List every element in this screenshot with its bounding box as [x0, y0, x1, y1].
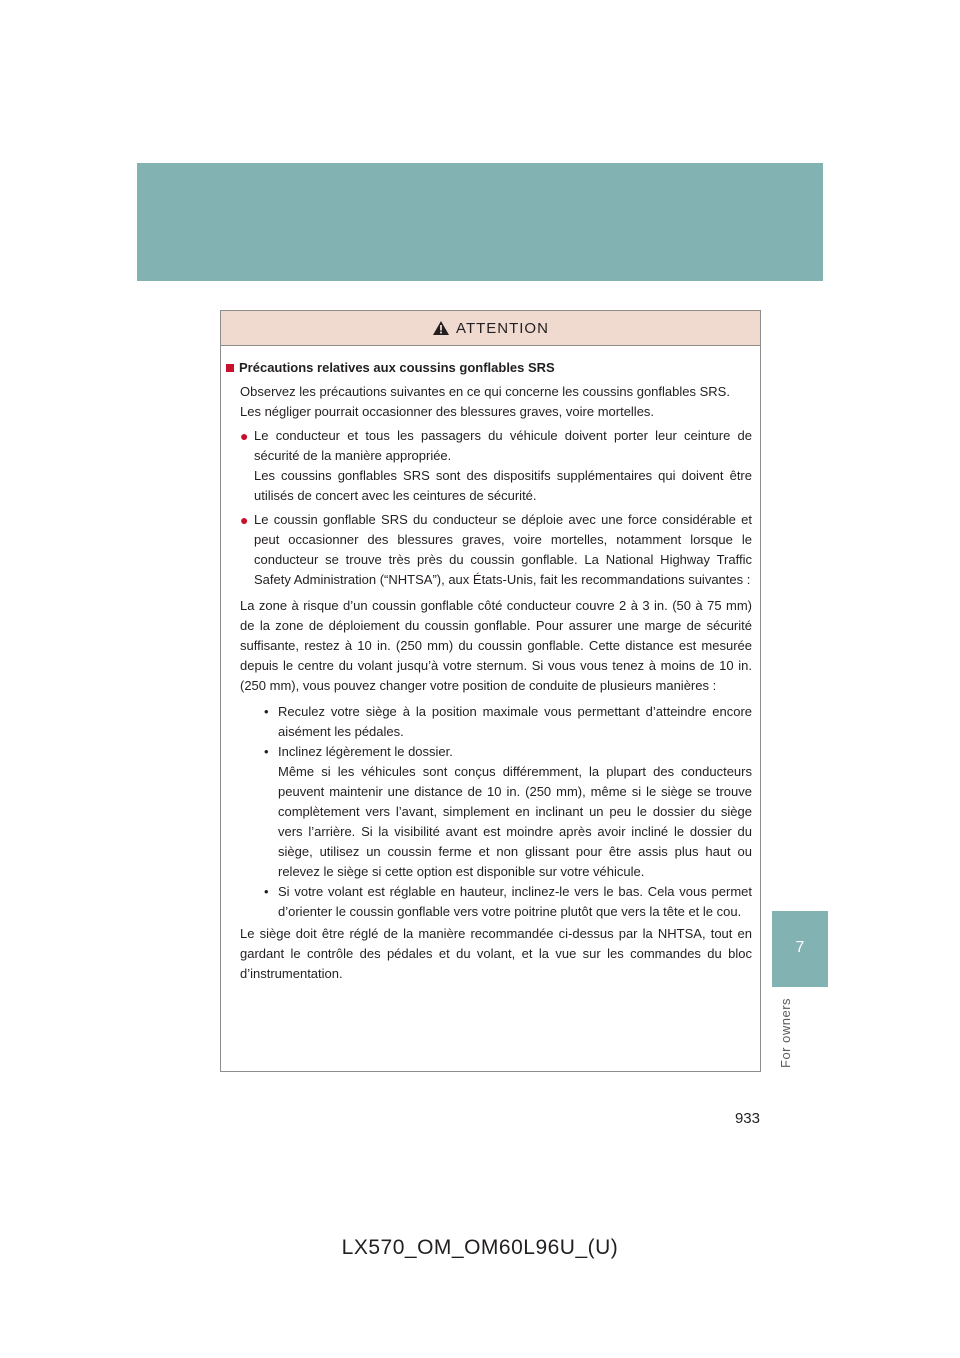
sub-item-text: Inclinez légèrement le dossier.	[278, 744, 453, 759]
section-title-text: Précautions relatives aux coussins gonflables SRS	[239, 360, 555, 375]
dot-bullet-icon: •	[264, 744, 269, 759]
sub-item-text: Si votre volant est réglable en hauteur, inclinez-le vers le bas. Cela vous permet d’orienter le coussin gonflable vers votre poitrine plutôt que vers la tête et le cou.	[278, 884, 752, 919]
sub-list-item	[264, 702, 752, 742]
intro-paragraph: Observez les précautions suivantes en ce qui concerne les coussins gonflables SRS.	[240, 384, 730, 399]
chapter-tab	[772, 911, 828, 987]
closing-paragraph: Le siège doit être réglé de la manière recommandée ci-dessus par la NHTSA, tout en gardant le contrôle des pédales et du volant, et la vue sur les commandes du bloc d’instrumentation.	[240, 926, 752, 981]
bullet-text: Le coussin gonflable SRS du conducteur se déploie avec une force considérable et peut occasionner des blessures graves, voire mortelles, notamment lorsque le conducteur se trouve très près du coussin gonflable. La National Highway Traffic Safety Administration (“NHTSA”), aux États-Unis, fait les recommandations suivantes :	[254, 512, 752, 587]
sub-item-text-continued: Même si les véhicules sont conçus différemment, la plupart des conducteurs peuvent maintenir une distance de 10 in. (250 mm), même si le siège se trouve complètement vers l’avant, simplement en inclinant un peu le dossier du siège vers l’arrière. Si la visibilité avant est moindre après avoir incliné le dossier du siège, utilisez un coussin ferme et non glissant pour être assis plus haut ou relevez le siège si cette option est disponible sur votre véhicule.	[278, 764, 752, 879]
caution-body	[221, 346, 760, 984]
dot-bullet-icon: •	[264, 884, 269, 899]
warning-icon	[432, 320, 450, 336]
caution-header	[221, 311, 760, 346]
chapter-label: For owners	[778, 997, 793, 1068]
chapter-header-band	[137, 163, 823, 281]
dot-bullet-icon: •	[264, 704, 269, 719]
caution-box	[220, 310, 761, 1072]
circle-bullet-icon: ●	[240, 428, 249, 444]
bullet-text: Le conducteur et tous les passagers du véhicule doivent porter leur ceinture de sécurité de la manière appropriée.	[254, 428, 752, 463]
sub-item-text: Reculez votre siège à la position maximale vous permettant d’atteindre encore aisément les pédales.	[278, 704, 752, 739]
sub-list-item	[264, 882, 752, 922]
page-number: 933	[734, 1110, 760, 1127]
caution-title: ATTENTION	[456, 319, 549, 337]
sub-list-item	[264, 742, 752, 882]
bullet-item	[240, 426, 752, 506]
bullet-item	[240, 510, 752, 590]
sub-list	[240, 702, 752, 922]
distance-paragraph: La zone à risque d’un coussin gonflable côté conducteur couvre 2 à 3 in. (50 à 75 mm) de la zone de déploiement du coussin gonflable. Pour assurer une marge de sécurité suffisante, restez à 10 in. (250 mm) du coussin gonflable. Cette distance est mesurée depuis le centre du volant jusqu’à votre sternum. Si vous vous tenez à moins de 10 in. (250 mm), vous pouvez changer votre position de conduite de plusieurs manières :	[240, 598, 752, 693]
chapter-number: 7	[795, 939, 805, 956]
bullet-text-continued: Les coussins gonflables SRS sont des dispositifs supplémentaires qui doivent être utilisés de concert avec les ceintures de sécurité.	[254, 468, 752, 503]
square-bullet-icon	[226, 364, 234, 372]
circle-bullet-icon: ●	[240, 512, 249, 528]
intro-warning: Les négliger pourrait occasionner des blessures graves, voire mortelles.	[240, 404, 655, 419]
footer-code: LX570_OM_OM60L96U_(U)	[341, 1236, 619, 1259]
section-title	[226, 358, 752, 378]
